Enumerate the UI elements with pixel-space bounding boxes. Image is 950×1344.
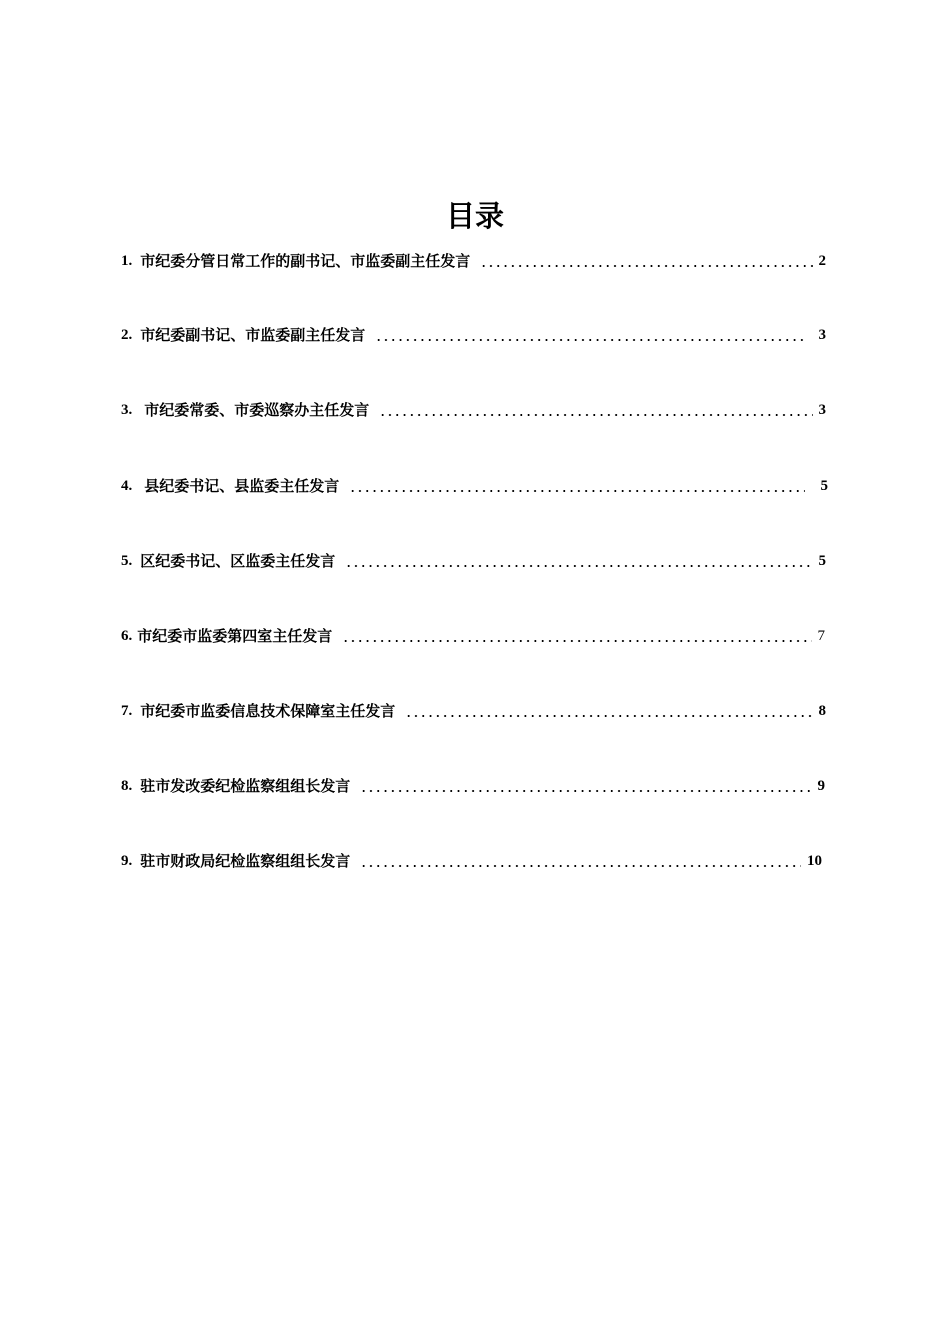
- page-title: 目录: [445, 199, 504, 233]
- toc-dot-leader: [375, 323, 804, 347]
- toc-entry-7[interactable]: [121, 699, 826, 723]
- toc-dot-leader: [405, 699, 812, 723]
- toc-dot-leader: [342, 624, 811, 648]
- toc-entry-page: 3: [818, 327, 826, 343]
- toc-entry-title: 市纪委市监委第四室主任发言: [137, 627, 333, 645]
- toc-entry-title: 市纪委市监委信息技术保障室主任发言: [140, 702, 396, 720]
- toc-entry-2[interactable]: [121, 323, 826, 347]
- toc-entry-page: 8: [818, 703, 826, 719]
- toc-entry-title: 驻市发改委纪检监察组组长发言: [140, 777, 351, 795]
- toc-dot-leader: [379, 398, 812, 422]
- toc-entry-6[interactable]: [121, 624, 825, 648]
- toc-dot-leader: [360, 849, 801, 873]
- toc-entry-number: 1.: [121, 253, 133, 269]
- toc-entry-5[interactable]: [121, 549, 826, 573]
- toc-entry-9[interactable]: [121, 849, 822, 873]
- toc-dot-leader: [480, 249, 812, 273]
- toc-entry-title: 县纪委书记、县监委主任发言: [144, 477, 340, 495]
- toc-entry-number: 3.: [121, 402, 133, 418]
- toc-entry-page: 5: [820, 478, 828, 494]
- toc-entry-number: 2.: [121, 327, 133, 343]
- toc-dot-leader: [349, 474, 804, 498]
- toc-entry-number: 4.: [121, 478, 133, 494]
- toc-entry-page: 5: [818, 553, 826, 569]
- toc-dot-leader: [345, 549, 812, 573]
- toc-entry-3[interactable]: [121, 398, 826, 422]
- toc-entry-title: 区纪委书记、区监委主任发言: [140, 552, 336, 570]
- toc-entry-number: 5.: [121, 553, 133, 569]
- toc-entry-title: 市纪委副书记、市监委副主任发言: [140, 326, 366, 344]
- toc-dot-leader: [360, 774, 811, 798]
- toc-entry-page: 3: [818, 402, 826, 418]
- toc-entry-1[interactable]: [121, 249, 826, 273]
- toc-entry-8[interactable]: [121, 774, 825, 798]
- toc-entry-number: 7.: [121, 703, 133, 719]
- toc-entry-page: 10: [807, 853, 822, 869]
- toc-entry-page: 2: [818, 253, 826, 269]
- toc-entry-title: 市纪委常委、市委巡察办主任发言: [144, 401, 370, 419]
- toc-entry-page: 7: [817, 628, 825, 644]
- toc-entry-number: 9.: [121, 853, 133, 869]
- toc-entry-number: 6.: [121, 628, 133, 644]
- toc-entry-4[interactable]: [121, 474, 828, 498]
- toc-entry-title: 驻市财政局纪检监察组组长发言: [140, 852, 351, 870]
- toc-entry-number: 8.: [121, 778, 133, 794]
- toc-entry-page: 9: [817, 778, 825, 794]
- toc-entry-title: 市纪委分管日常工作的副书记、市监委副主任发言: [140, 252, 471, 270]
